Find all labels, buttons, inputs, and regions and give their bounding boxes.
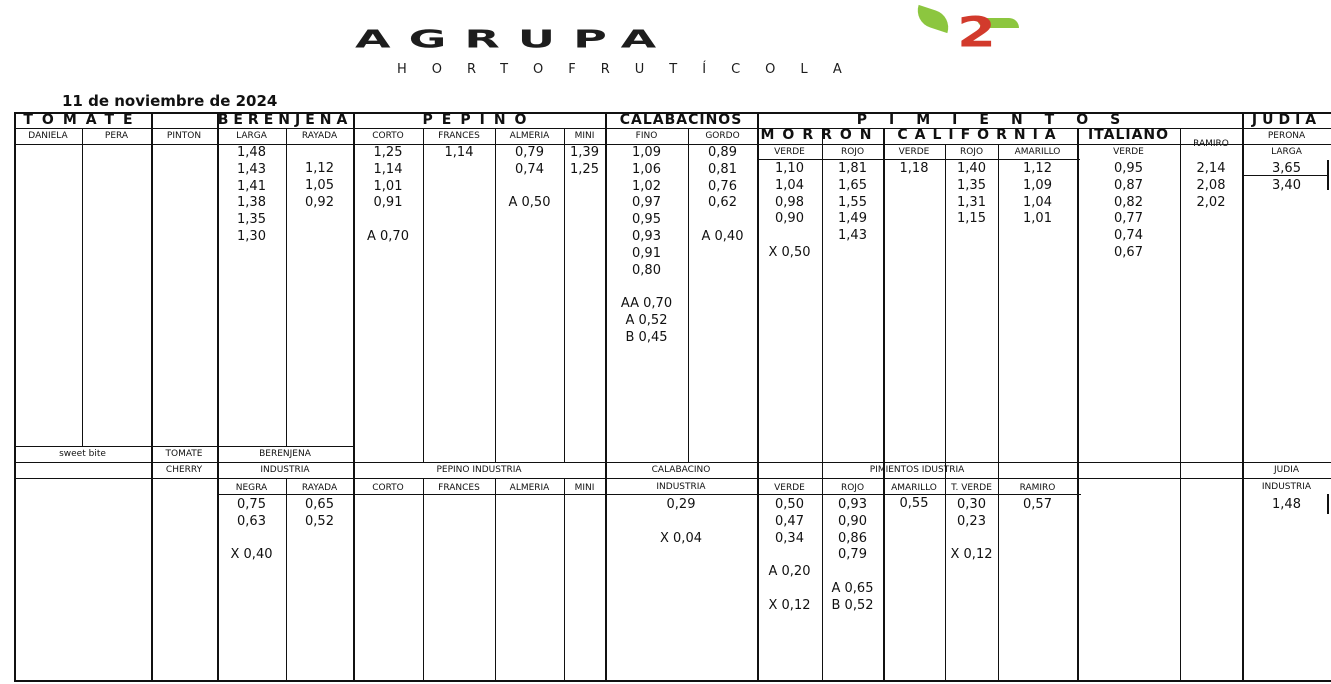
grid-line bbox=[495, 128, 496, 462]
sub-california-verde: VERDE bbox=[898, 147, 930, 157]
label-tomate-cherry-1: TOMATE bbox=[165, 449, 203, 459]
sub-rayada: RAYADA bbox=[301, 131, 338, 141]
price-value-cal-rojo: 1,15 bbox=[957, 211, 986, 227]
price-value-rojo: B 0,52 bbox=[831, 597, 874, 613]
price-value-t-verde: 0,30 bbox=[957, 497, 986, 512]
label-berenjena-industria-1: BERENJENA bbox=[259, 449, 311, 459]
sub-judia-larga: LARGA bbox=[1271, 147, 1302, 157]
header-berenjena: BERENJENA bbox=[217, 112, 353, 128]
sub-ind-ramiro: RAMIRO bbox=[1019, 483, 1056, 493]
sub-ind-rayada: RAYADA bbox=[301, 483, 338, 493]
grid-line bbox=[1242, 112, 1244, 682]
price-value-cal-fino: 0,80 bbox=[632, 262, 661, 278]
price-value-pep-corto: 0,91 bbox=[373, 195, 403, 211]
price-value-ber-larga: 1,48 bbox=[237, 145, 266, 160]
price-value-pep-corto: A 0,70 bbox=[367, 229, 409, 244]
price-value-cal-amarillo: 1,12 bbox=[1023, 161, 1052, 176]
price-value-cal-amarillo: 1,01 bbox=[1023, 211, 1052, 227]
label-judia-industria-2: INDUSTRIA bbox=[1261, 482, 1312, 492]
label-calabacino: CALABACINO bbox=[651, 465, 711, 475]
price-value-negra: 0,75 bbox=[237, 497, 266, 512]
price-value-ramiro: 2,02 bbox=[1196, 194, 1226, 210]
price-value-verde: 0,47 bbox=[775, 513, 804, 529]
price-value-ber-larga: 1,35 bbox=[237, 212, 266, 228]
price-value-verde: X 0,12 bbox=[768, 597, 811, 613]
price-value-pep-mini: 1,39 bbox=[570, 145, 599, 160]
grid-line bbox=[14, 112, 16, 682]
logo-number: 2 bbox=[957, 8, 996, 57]
price-value-mor-rojo: 1,49 bbox=[838, 211, 867, 227]
price-value-cal-rojo: 1,31 bbox=[957, 194, 986, 210]
price-value-pep-almeria: A 0,50 bbox=[508, 195, 551, 211]
grid-line bbox=[14, 462, 1331, 463]
grid-line bbox=[14, 478, 1331, 479]
grid-line bbox=[14, 446, 354, 447]
header-judia: JUDIA bbox=[1251, 112, 1322, 128]
price-value-negra: 0,63 bbox=[237, 513, 266, 529]
header-tomate: TOMATE bbox=[23, 112, 142, 128]
sub-perona: PERONA bbox=[1267, 131, 1306, 141]
price-value-cal-fino: 1,06 bbox=[632, 161, 661, 177]
price-value-ramiro: 2,08 bbox=[1196, 177, 1226, 193]
price-value-cal-fino: 1,02 bbox=[632, 178, 661, 194]
sub-ind-amarillo: AMARILLO bbox=[891, 483, 937, 493]
label-sweet-bite: sweet bite bbox=[59, 449, 106, 459]
price-value-cal-fino: B 0,45 bbox=[625, 329, 668, 345]
label-calabacino-industria: INDUSTRIA bbox=[656, 482, 706, 492]
sub-california-amarillo: AMARILLO bbox=[1014, 147, 1061, 157]
price-value-t-verde: 0,23 bbox=[957, 513, 986, 529]
header-italiano: ITALIANO bbox=[1087, 127, 1170, 143]
sub-almeria: ALMERIA bbox=[509, 131, 550, 141]
price-value-ita-verde: 0,77 bbox=[1114, 211, 1143, 227]
price-value-verde: 0,34 bbox=[775, 530, 804, 546]
price-value-cal-gordo: 0,81 bbox=[708, 161, 737, 177]
sub-ind-mini: MINI bbox=[574, 483, 595, 493]
grid-line bbox=[495, 478, 496, 682]
price-value-ber-larga: 1,43 bbox=[237, 161, 266, 177]
price-value-pep-corto: 1,14 bbox=[373, 161, 403, 177]
header-pimientos: PIMIENTOS bbox=[856, 112, 1143, 128]
price-value-mor-verde: 1,10 bbox=[775, 161, 804, 176]
price-value-verde: A 0,20 bbox=[768, 564, 811, 580]
price-value-cal-fino: A 0,52 bbox=[625, 313, 668, 328]
price-value-cal-fino: 0,91 bbox=[632, 245, 661, 261]
price-value-verde: 0,50 bbox=[775, 497, 804, 512]
price-value-mor-rojo: 1,43 bbox=[838, 228, 867, 244]
sub-frances: FRANCES bbox=[438, 131, 480, 141]
price-value-ita-verde: 0,87 bbox=[1114, 177, 1143, 193]
price-value-ber-larga: 1,38 bbox=[237, 195, 266, 211]
price-value-rojo: A 0,65 bbox=[831, 581, 874, 596]
price-value-cal-amarillo: 1,09 bbox=[1023, 177, 1052, 193]
price-value-ramiro: 2,14 bbox=[1196, 161, 1226, 176]
header-ramiro: RAMIRO bbox=[1193, 139, 1229, 149]
price-value-ber-larga: 1,41 bbox=[237, 178, 266, 194]
price-value-mor-verde: 0,98 bbox=[775, 194, 804, 210]
price-value-pep-almeria: 0,74 bbox=[515, 161, 544, 177]
price-value-pep-corto: 1,01 bbox=[373, 178, 403, 194]
price-value-rayada: 0,52 bbox=[305, 513, 334, 529]
price-value-cal-fino: AA 0,70 bbox=[620, 296, 673, 312]
sub-italiano-verde: VERDE bbox=[1113, 147, 1144, 157]
price-value-ber-rayada: 0,92 bbox=[305, 194, 334, 210]
sub-ind-negra: NEGRA bbox=[235, 483, 268, 493]
grid-line bbox=[423, 128, 424, 462]
grid-line bbox=[151, 112, 153, 682]
price-value-rojo: 0,86 bbox=[838, 530, 867, 546]
price-value-negra: X 0,40 bbox=[230, 547, 273, 563]
price-value-cal-verde: 1,18 bbox=[899, 161, 929, 176]
price-value-rojo: 0,90 bbox=[838, 513, 867, 529]
sub-morron-rojo: ROJO bbox=[840, 147, 865, 157]
logo-wordmark: AGRUPA bbox=[355, 24, 675, 54]
price-value-pep-almeria: 0,79 bbox=[515, 145, 544, 160]
price-value-pep-mini: 1,25 bbox=[570, 161, 599, 177]
sub-morron-verde: VERDE bbox=[774, 147, 805, 157]
price-value-ramiro: 0,57 bbox=[1023, 497, 1052, 512]
sub-ind-almeria: ALMERIA bbox=[509, 483, 550, 493]
sub-larga: LARGA bbox=[236, 131, 267, 141]
label-tomate-cherry-2: CHERRY bbox=[165, 465, 203, 475]
sub-california-rojo: ROJO bbox=[959, 147, 984, 157]
price-value-cal-fino: 0,93 bbox=[632, 229, 661, 244]
grid-line bbox=[14, 680, 1331, 682]
sub-ind-corto: CORTO bbox=[372, 483, 404, 493]
grid-line bbox=[564, 478, 565, 682]
label-berenjena-industria-2: INDUSTRIA bbox=[260, 465, 310, 475]
sub-corto: CORTO bbox=[372, 131, 404, 141]
price-value-ita-verde: 0,95 bbox=[1114, 161, 1143, 176]
grid-line bbox=[1180, 128, 1181, 682]
price-value-cal-gordo: 0,62 bbox=[708, 195, 737, 211]
grid-line bbox=[217, 494, 1081, 495]
sub-mini: MINI bbox=[574, 131, 595, 141]
sub-fino: FINO bbox=[635, 131, 658, 141]
price-value-ber-larga: 1,30 bbox=[237, 229, 266, 244]
grid-line bbox=[758, 159, 1080, 160]
sub-ind-rojo: ROJO bbox=[840, 483, 865, 493]
price-value-ber-rayada: 1,05 bbox=[305, 177, 334, 193]
price-value-mor-rojo: 1,55 bbox=[838, 194, 867, 210]
price-value-ita-verde: 0,67 bbox=[1114, 245, 1143, 260]
header-california: CALIFORNIA bbox=[897, 127, 1063, 143]
price-date: 11 de noviembre de 2024 bbox=[62, 92, 278, 110]
price-value-mor-rojo: 1,65 bbox=[838, 177, 867, 193]
price-value-cal-gordo: A 0,40 bbox=[701, 229, 744, 244]
price-value-rojo: 0,79 bbox=[838, 547, 867, 563]
price-value-judia: 1,48 bbox=[1272, 497, 1301, 512]
header-pepino: PEPINO bbox=[422, 112, 536, 128]
price-value-cal-fino: 1,09 bbox=[632, 145, 661, 160]
price-value-rayada: 0,65 bbox=[305, 497, 334, 512]
price-value-calab: X 0,04 bbox=[660, 530, 702, 546]
price-value-pep-corto: 1,25 bbox=[373, 145, 403, 160]
price-value-judia: 3,65 bbox=[1272, 161, 1301, 176]
label-pimientos-industria: PIMIENTOS IDUSTRIA bbox=[869, 465, 965, 475]
grid-line bbox=[82, 128, 83, 446]
grid-line bbox=[564, 128, 565, 462]
price-value-rojo: 0,93 bbox=[838, 497, 867, 512]
price-value-ber-rayada: 1,12 bbox=[305, 161, 334, 176]
header-calabacinos: CALABACINOS bbox=[619, 112, 743, 128]
sub-daniela: DANIELA bbox=[28, 131, 68, 141]
logo-subtitle: HORTOFRUTÍCOLA bbox=[397, 62, 867, 77]
price-value-ita-verde: 0,74 bbox=[1114, 228, 1143, 244]
price-value-cal-gordo: 0,76 bbox=[708, 178, 737, 194]
price-value-mor-verde: X 0,50 bbox=[768, 245, 811, 260]
price-value-ita-verde: 0,82 bbox=[1114, 194, 1143, 210]
sub-pera: PERA bbox=[104, 131, 129, 141]
label-judia-industria-1: JUDIA bbox=[1274, 465, 1299, 475]
price-value-mor-verde: 0,90 bbox=[775, 211, 804, 227]
sub-ind-verde: VERDE bbox=[774, 483, 805, 493]
header-morron: MORRON bbox=[760, 127, 880, 143]
price-value-amarillo: 0,55 bbox=[899, 496, 929, 511]
sub-pinton: PINTON bbox=[166, 131, 202, 141]
price-value-cal-fino: 0,97 bbox=[632, 195, 661, 211]
sub-gordo: GORDO bbox=[705, 131, 740, 141]
grid-line bbox=[883, 128, 885, 682]
sub-ind-frances: FRANCES bbox=[438, 483, 480, 493]
price-value-cal-rojo: 1,35 bbox=[957, 177, 986, 193]
price-value-mor-rojo: 1,81 bbox=[838, 161, 867, 176]
price-value-cal-rojo: 1,40 bbox=[957, 161, 986, 176]
label-pepino-industria: PEPINO INDUSTRIA bbox=[436, 465, 522, 475]
price-value-mor-verde: 1,04 bbox=[775, 177, 804, 193]
price-value-cal-gordo: 0,89 bbox=[708, 145, 737, 160]
price-value-cal-fino: 0,95 bbox=[632, 212, 661, 228]
price-value-pep-frances: 1,14 bbox=[444, 145, 474, 160]
price-value-cal-amarillo: 1,04 bbox=[1023, 194, 1052, 210]
price-value-t-verde: X 0,12 bbox=[950, 547, 993, 563]
grid-line bbox=[423, 478, 424, 682]
price-value-calab: 0,29 bbox=[666, 497, 696, 512]
sub-ind-t-verde: T. VERDE bbox=[951, 483, 992, 493]
price-value-judia: 3,40 bbox=[1272, 177, 1301, 193]
